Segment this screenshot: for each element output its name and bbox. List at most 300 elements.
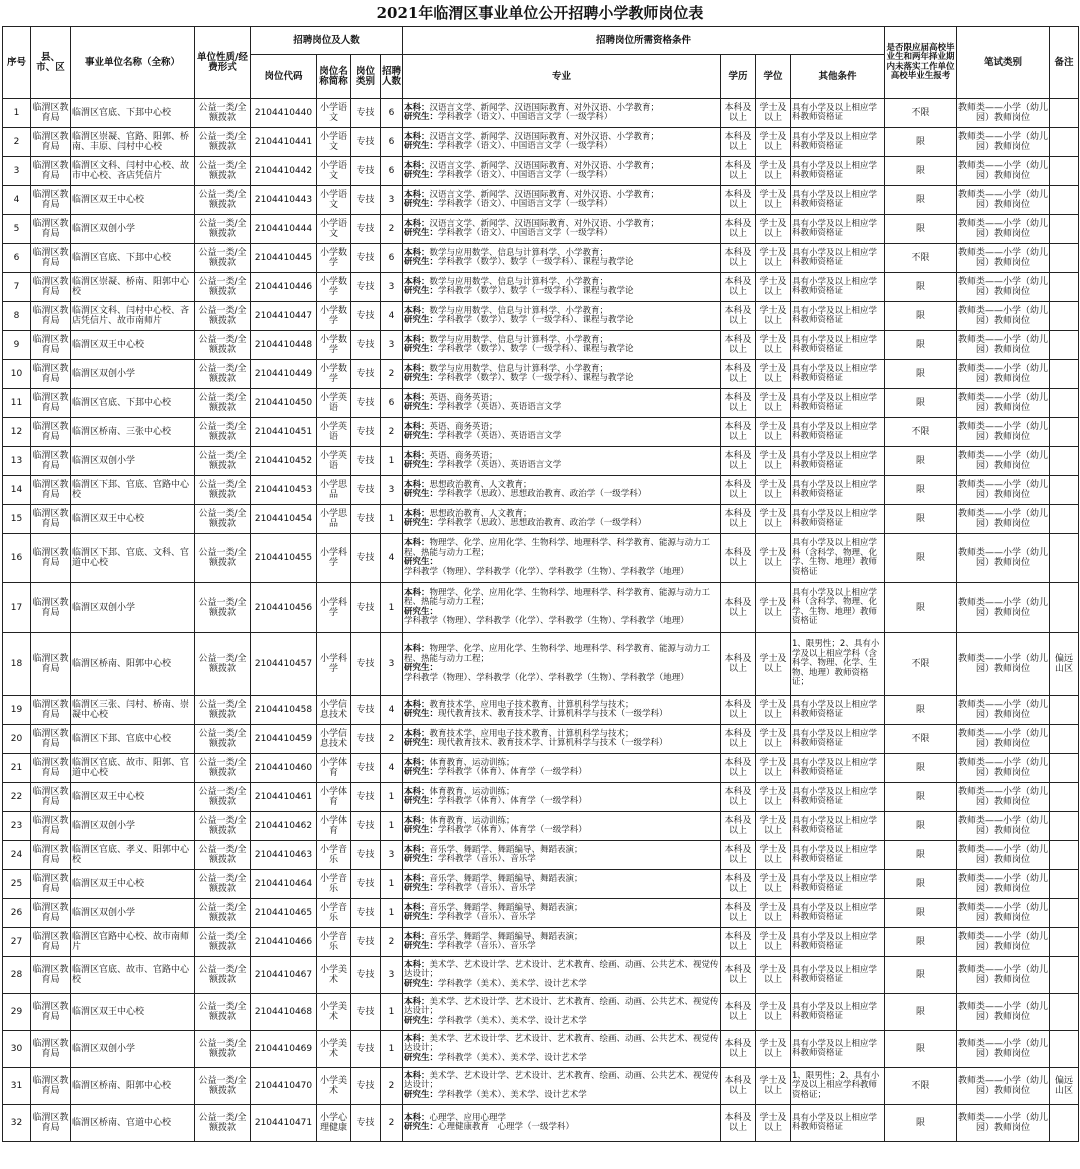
cell-degree: 学士及以上 (756, 1068, 791, 1105)
cell-nature: 公益一类/全额拨款 (195, 583, 251, 633)
graduate-majors: 学科教学（英语）、英语语言文学 (438, 431, 562, 441)
cell-major (403, 128, 721, 157)
cell-category: 专技 (351, 157, 381, 186)
cell-code: 2104410460 (251, 754, 317, 783)
major-graduate (404, 490, 719, 500)
cell-count: 6 (381, 99, 403, 128)
cell-education: 本科及以上 (721, 1031, 756, 1068)
cell-county: 临渭区教育局 (31, 360, 71, 389)
major-graduate (404, 980, 719, 990)
graduate-majors: 学科教学（物理）、学科教学（化学）、学科教学（生物）、学科教学（地理） (404, 566, 689, 577)
cell-county: 临渭区教育局 (31, 928, 71, 957)
cell-major (403, 783, 721, 812)
cell-degree: 学士及以上 (756, 994, 791, 1031)
major-graduate (404, 258, 719, 268)
cell-seq: 2 (3, 128, 31, 157)
undergrad-label: 本科： (404, 363, 430, 374)
graduate-majors: 学科教学（语文）、中国语言文学（一级学科） (438, 112, 613, 122)
cell-graduate-limit: 限 (885, 928, 957, 957)
major-graduate (404, 739, 719, 749)
graduate-majors: 学科教学（数学）、数学（一级学科）、课程与教学论 (438, 257, 634, 267)
major-graduate (404, 287, 719, 297)
cell-position-name: 小学思品 (317, 476, 351, 505)
cell-nature: 公益一类/全额拨款 (195, 215, 251, 244)
cell-count: 6 (381, 244, 403, 273)
table-row (3, 928, 1079, 957)
undergrad-majors: 物理学、化学、应用化学、生物科学、地理科学、科学教育、能源与动力工程、热能与动力工程； (404, 644, 711, 664)
major-graduate (404, 826, 719, 836)
cell-county: 临渭区教育局 (31, 583, 71, 633)
cell-other: 具有小学及以上相应学科教师资格证 (791, 754, 885, 783)
graduate-label: 研究生： (404, 883, 439, 893)
table-body (3, 99, 1079, 1142)
cell-major (403, 505, 721, 534)
cell-other: 具有小学及以上相应学科教师资格证 (791, 841, 885, 870)
table-row (3, 505, 1079, 534)
cell-county: 临渭区教育局 (31, 273, 71, 302)
cell-remark (1050, 128, 1079, 157)
cell-seq: 3 (3, 157, 31, 186)
graduate-majors: 学科教学（思政）、思想政治教育、政治学（一级学科） (438, 518, 647, 528)
graduate-label: 研究生： (404, 825, 439, 835)
cell-education: 本科及以上 (721, 928, 756, 957)
cell-remark (1050, 994, 1079, 1031)
cell-graduate-limit: 限 (885, 215, 957, 244)
cell-education: 本科及以上 (721, 725, 756, 754)
cell-exam-type: 教师类——小学（幼儿园）教师岗位 (957, 273, 1050, 302)
undergrad-label: 本科： (404, 538, 430, 548)
cell-county: 临渭区教育局 (31, 899, 71, 928)
cell-position-name: 小学英语 (317, 389, 351, 418)
cell-county: 临渭区教育局 (31, 476, 71, 505)
cell-code: 2104410463 (251, 841, 317, 870)
cell-degree: 学士及以上 (756, 899, 791, 928)
cell-county: 临渭区教育局 (31, 505, 71, 534)
cell-position-name: 小学语文 (317, 99, 351, 128)
graduate-majors: 学科教学（体育）、体育学（一级学科） (438, 767, 587, 777)
cell-unit: 临渭区官路中心校、故市南师片 (71, 928, 195, 957)
cell-nature: 公益一类/全额拨款 (195, 447, 251, 476)
undergrad-majors: 数学与应用数学、信息与计算科学、小学教育； (429, 334, 609, 345)
graduate-majors: 学科教学（英语）、英语语言文学 (438, 402, 562, 412)
cell-exam-type: 教师类——小学（幼儿园）教师岗位 (957, 754, 1050, 783)
cell-nature: 公益一类/全额拨款 (195, 302, 251, 331)
header-education: 学历 (721, 55, 756, 99)
cell-code: 2104410444 (251, 215, 317, 244)
major-graduate (404, 608, 719, 627)
cell-unit: 临渭区双创小学 (71, 1031, 195, 1068)
undergrad-majors: 美术学、艺术设计学、艺术设计、艺术教育、绘画、动画、公共艺术、视觉传达设计； (404, 1070, 719, 1091)
cell-other: 1、限男性；2、具有小学及以上相应学科教师资格证； (791, 1068, 885, 1105)
undergrad-label: 本科： (404, 160, 430, 171)
undergrad-majors: 美术学、艺术设计学、艺术设计、艺术教育、绘画、动画、公共艺术、视觉传达设计； (404, 996, 719, 1017)
cell-nature: 公益一类/全额拨款 (195, 389, 251, 418)
header-unit: 事业单位名称（全称） (71, 27, 195, 99)
graduate-majors: 现代教育技术、教育技术学、计算机科学与技术（一级学科） (438, 738, 668, 748)
major-graduate (404, 171, 719, 181)
cell-nature: 公益一类/全额拨款 (195, 1068, 251, 1105)
cell-degree: 学士及以上 (756, 273, 791, 302)
cell-other: 具有小学及以上相应学科教师资格证 (791, 244, 885, 273)
undergrad-label: 本科： (404, 1070, 430, 1081)
major-graduate (404, 942, 719, 952)
graduate-majors: 学科教学（数学）、数学（一级学科）、课程与教学论 (438, 373, 634, 383)
cell-education: 本科及以上 (721, 1068, 756, 1105)
cell-seq: 14 (3, 476, 31, 505)
cell-nature: 公益一类/全额拨款 (195, 476, 251, 505)
graduate-label: 研究生： (404, 199, 439, 209)
cell-nature: 公益一类/全额拨款 (195, 99, 251, 128)
graduate-label: 研究生： (404, 402, 439, 412)
cell-unit: 临渭区双王中心校 (71, 186, 195, 215)
cell-category: 专技 (351, 754, 381, 783)
cell-exam-type: 教师类——小学（幼儿园）教师岗位 (957, 302, 1050, 331)
cell-code: 2104410447 (251, 302, 317, 331)
cell-nature: 公益一类/全额拨款 (195, 1105, 251, 1142)
table-row (3, 583, 1079, 633)
cell-seq: 17 (3, 583, 31, 633)
cell-major (403, 754, 721, 783)
cell-category: 专技 (351, 1031, 381, 1068)
cell-exam-type: 教师类——小学（幼儿园）教师岗位 (957, 783, 1050, 812)
undergrad-majors: 英语、商务英语； (429, 392, 498, 403)
header-county: 县、市、区 (31, 27, 71, 99)
undergrad-majors: 心理学、应用心理学 (429, 1112, 507, 1123)
major-graduate (404, 374, 719, 384)
table-row (3, 186, 1079, 215)
major-graduate (404, 432, 719, 442)
cell-count: 3 (381, 273, 403, 302)
undergrad-label: 本科： (404, 508, 430, 519)
cell-exam-type: 教师类——小学（幼儿园）教师岗位 (957, 157, 1050, 186)
cell-position-name: 小学数学 (317, 244, 351, 273)
cell-county: 临渭区教育局 (31, 534, 71, 583)
cell-degree: 学士及以上 (756, 331, 791, 360)
graduate-majors: 现代教育技术、教育技术学、计算机科学与技术（一级学科） (438, 709, 668, 719)
cell-other: 具有小学及以上相应学科教师资格证 (791, 418, 885, 447)
cell-position-name: 小学科学 (317, 633, 351, 696)
cell-graduate-limit: 限 (885, 331, 957, 360)
cell-county: 临渭区教育局 (31, 994, 71, 1031)
cell-count: 1 (381, 783, 403, 812)
cell-county: 临渭区教育局 (31, 244, 71, 273)
cell-exam-type: 教师类——小学（幼儿园）教师岗位 (957, 215, 1050, 244)
cell-code: 2104410464 (251, 870, 317, 899)
cell-remark (1050, 870, 1079, 899)
cell-category: 专技 (351, 928, 381, 957)
cell-seq: 25 (3, 870, 31, 899)
cell-seq: 1 (3, 99, 31, 128)
cell-major (403, 1068, 721, 1105)
cell-count: 2 (381, 1105, 403, 1142)
cell-category: 专技 (351, 128, 381, 157)
table-row (3, 957, 1079, 994)
cell-exam-type: 教师类——小学（幼儿园）教师岗位 (957, 870, 1050, 899)
cell-count: 3 (381, 633, 403, 696)
cell-degree: 学士及以上 (756, 389, 791, 418)
cell-county: 临渭区教育局 (31, 633, 71, 696)
cell-other: 具有小学及以上相应学科教师资格证 (791, 899, 885, 928)
cell-unit: 临渭区官底、下邽中心校 (71, 99, 195, 128)
graduate-label: 研究生： (404, 663, 439, 673)
cell-major (403, 157, 721, 186)
cell-major (403, 994, 721, 1031)
cell-remark (1050, 725, 1079, 754)
cell-category: 专技 (351, 1105, 381, 1142)
cell-other: 具有小学及以上相应学科教师资格证 (791, 128, 885, 157)
cell-remark (1050, 157, 1079, 186)
cell-seq: 29 (3, 994, 31, 1031)
cell-education: 本科及以上 (721, 841, 756, 870)
cell-major (403, 476, 721, 505)
cell-count: 6 (381, 157, 403, 186)
cell-category: 专技 (351, 870, 381, 899)
major-graduate (404, 113, 719, 123)
cell-count: 2 (381, 725, 403, 754)
cell-nature: 公益一类/全额拨款 (195, 360, 251, 389)
cell-unit: 临渭区官底、故市、官路中心校 (71, 957, 195, 994)
graduate-label: 研究生： (404, 606, 439, 617)
undergrad-label: 本科： (404, 996, 430, 1007)
cell-education: 本科及以上 (721, 476, 756, 505)
cell-education: 本科及以上 (721, 99, 756, 128)
cell-unit: 临渭区双创小学 (71, 812, 195, 841)
table-row (3, 273, 1079, 302)
cell-count: 1 (381, 994, 403, 1031)
cell-category: 专技 (351, 696, 381, 725)
cell-degree: 学士及以上 (756, 696, 791, 725)
cell-nature: 公益一类/全额拨款 (195, 783, 251, 812)
graduate-label: 研究生： (404, 1015, 439, 1026)
cell-exam-type: 教师类——小学（幼儿园）教师岗位 (957, 696, 1050, 725)
cell-seq: 4 (3, 186, 31, 215)
table-row (3, 783, 1079, 812)
cell-code: 2104410441 (251, 128, 317, 157)
cell-major (403, 389, 721, 418)
table-row (3, 476, 1079, 505)
table-row (3, 754, 1079, 783)
cell-nature: 公益一类/全额拨款 (195, 244, 251, 273)
cell-exam-type: 教师类——小学（幼儿园）教师岗位 (957, 99, 1050, 128)
major-graduate (404, 768, 719, 778)
cell-code: 2104410457 (251, 633, 317, 696)
cell-education: 本科及以上 (721, 957, 756, 994)
cell-exam-type: 教师类——小学（幼儿园）教师岗位 (957, 994, 1050, 1031)
cell-graduate-limit: 限 (885, 476, 957, 505)
cell-major (403, 633, 721, 696)
cell-unit: 临渭区双创小学 (71, 360, 195, 389)
cell-nature: 公益一类/全额拨款 (195, 957, 251, 994)
cell-nature: 公益一类/全额拨款 (195, 725, 251, 754)
undergrad-majors: 数学与应用数学、信息与计算科学、小学教育； (429, 276, 609, 287)
cell-code: 2104410450 (251, 389, 317, 418)
cell-education: 本科及以上 (721, 754, 756, 783)
cell-remark (1050, 215, 1079, 244)
cell-education: 本科及以上 (721, 128, 756, 157)
cell-degree: 学士及以上 (756, 633, 791, 696)
cell-code: 2104410446 (251, 273, 317, 302)
cell-other: 具有小学及以上相应学科教师资格证 (791, 928, 885, 957)
cell-education: 本科及以上 (721, 812, 756, 841)
cell-exam-type: 教师类——小学（幼儿园）教师岗位 (957, 928, 1050, 957)
cell-graduate-limit: 限 (885, 302, 957, 331)
undergrad-majors: 英语、商务英语； (429, 421, 498, 432)
cell-position-name: 小学音乐 (317, 870, 351, 899)
cell-graduate-limit: 限 (885, 870, 957, 899)
cell-graduate-limit: 限 (885, 157, 957, 186)
undergrad-label: 本科： (404, 757, 430, 768)
undergrad-majors: 美术学、艺术设计学、艺术设计、艺术教育、绘画、动画、公共艺术、视觉传达设计； (404, 1033, 719, 1054)
cell-unit: 临渭区三张、闫村、桥南、崇凝中心校 (71, 696, 195, 725)
cell-seq: 16 (3, 534, 31, 583)
cell-code: 2104410461 (251, 783, 317, 812)
graduate-label: 研究生： (404, 228, 439, 238)
header-exam-type: 笔试类别 (957, 27, 1050, 99)
cell-degree: 学士及以上 (756, 215, 791, 244)
graduate-label: 研究生： (404, 796, 439, 806)
cell-graduate-limit: 不限 (885, 725, 957, 754)
cell-graduate-limit: 不限 (885, 1068, 957, 1105)
cell-unit: 临渭区双创小学 (71, 215, 195, 244)
cell-graduate-limit: 限 (885, 957, 957, 994)
cell-graduate-limit: 限 (885, 447, 957, 476)
cell-remark (1050, 331, 1079, 360)
cell-degree: 学士及以上 (756, 812, 791, 841)
cell-major (403, 302, 721, 331)
cell-education: 本科及以上 (721, 418, 756, 447)
cell-county: 临渭区教育局 (31, 389, 71, 418)
graduate-label: 研究生： (404, 912, 439, 922)
cell-position-name: 小学语文 (317, 215, 351, 244)
cell-graduate-limit: 限 (885, 1031, 957, 1068)
cell-unit: 临渭区双创小学 (71, 899, 195, 928)
cell-county: 临渭区教育局 (31, 99, 71, 128)
header-seq: 序号 (3, 27, 31, 99)
graduate-label: 研究生： (404, 854, 439, 864)
cell-remark (1050, 418, 1079, 447)
cell-category: 专技 (351, 244, 381, 273)
major-graduate (404, 345, 719, 355)
cell-count: 2 (381, 928, 403, 957)
graduate-majors: 心理健康教育 心理学（一级学科） (438, 1122, 575, 1132)
cell-unit: 临渭区双王中心校 (71, 783, 195, 812)
cell-major (403, 841, 721, 870)
cell-education: 本科及以上 (721, 994, 756, 1031)
cell-degree: 学士及以上 (756, 1105, 791, 1142)
undergrad-majors: 汉语言文学、新闻学、汉语国际教育、对外汉语、小学教育； (429, 218, 660, 229)
major-graduate (404, 797, 719, 807)
cell-category: 专技 (351, 447, 381, 476)
cell-remark (1050, 754, 1079, 783)
cell-graduate-limit: 限 (885, 534, 957, 583)
cell-education: 本科及以上 (721, 157, 756, 186)
cell-other: 具有小学及以上相应学科教师资格证 (791, 505, 885, 534)
cell-other: 具有小学及以上相应学科教师资格证 (791, 870, 885, 899)
cell-education: 本科及以上 (721, 505, 756, 534)
major-graduate (404, 884, 719, 894)
cell-seq: 23 (3, 812, 31, 841)
cell-category: 专技 (351, 583, 381, 633)
cell-count: 4 (381, 754, 403, 783)
table-row (3, 870, 1079, 899)
cell-education: 本科及以上 (721, 302, 756, 331)
graduate-label: 研究生： (404, 978, 439, 989)
graduate-majors: 学科教学（音乐）、音乐学 (438, 854, 536, 864)
major-graduate (404, 403, 719, 413)
cell-category: 专技 (351, 633, 381, 696)
cell-other: 具有小学及以上相应学科教师资格证 (791, 476, 885, 505)
undergrad-majors: 教育技术学、应用电子技术教育、计算机科学与技术； (429, 699, 634, 710)
cell-nature: 公益一类/全额拨款 (195, 812, 251, 841)
cell-county: 临渭区教育局 (31, 812, 71, 841)
cell-remark (1050, 505, 1079, 534)
cell-count: 2 (381, 418, 403, 447)
cell-county: 临渭区教育局 (31, 1031, 71, 1068)
cell-county: 临渭区教育局 (31, 783, 71, 812)
major-undergrad (404, 1035, 719, 1054)
cell-unit: 临渭区双王中心校 (71, 870, 195, 899)
cell-other: 具有小学及以上相应学科教师资格证 (791, 186, 885, 215)
table-row (3, 841, 1079, 870)
graduate-majors: 学科教学（思政）、思想政治教育、政治学（一级学科） (438, 489, 647, 499)
table-row (3, 994, 1079, 1031)
cell-unit: 临渭区桥南、阳郭中心校 (71, 1068, 195, 1105)
cell-exam-type: 教师类——小学（幼儿园）教师岗位 (957, 899, 1050, 928)
cell-position-name: 小学美术 (317, 957, 351, 994)
cell-other: 具有小学及以上相应学科教师资格证 (791, 1105, 885, 1142)
table-row (3, 244, 1079, 273)
cell-remark: 偏远山区 (1050, 1068, 1079, 1105)
cell-position-name: 小学思品 (317, 505, 351, 534)
table-row (3, 633, 1079, 696)
undergrad-majors: 汉语言文学、新闻学、汉语国际教育、对外汉语、小学教育； (429, 189, 660, 200)
cell-education: 本科及以上 (721, 273, 756, 302)
cell-exam-type: 教师类——小学（幼儿园）教师岗位 (957, 418, 1050, 447)
cell-county: 临渭区教育局 (31, 870, 71, 899)
cell-position-name: 小学数学 (317, 360, 351, 389)
cell-nature: 公益一类/全额拨款 (195, 633, 251, 696)
cell-category: 专技 (351, 783, 381, 812)
cell-degree: 学士及以上 (756, 583, 791, 633)
undergrad-label: 本科： (404, 131, 430, 142)
cell-other: 具有小学及以上相应学科教师资格证 (791, 1031, 885, 1068)
header-remark: 备注 (1050, 27, 1079, 99)
cell-exam-type: 教师类——小学（幼儿园）教师岗位 (957, 812, 1050, 841)
graduate-majors: 学科教学（英语）、英语语言文学 (438, 460, 562, 470)
cell-unit: 临渭区下邽、官底、文科、官道中心校 (71, 534, 195, 583)
header-category: 岗位类别 (351, 55, 381, 99)
major-undergrad (404, 645, 719, 664)
graduate-label: 研究生： (404, 257, 439, 267)
cell-major (403, 273, 721, 302)
cell-other: 具有小学及以上相应学科教师资格证 (791, 447, 885, 476)
cell-remark (1050, 841, 1079, 870)
cell-major (403, 1105, 721, 1142)
cell-degree: 学士及以上 (756, 99, 791, 128)
cell-other: 具有小学及以上相应学科教师资格证 (791, 725, 885, 754)
undergrad-label: 本科： (404, 587, 430, 598)
cell-exam-type: 教师类——小学（幼儿园）教师岗位 (957, 360, 1050, 389)
cell-seq: 11 (3, 389, 31, 418)
undergrad-majors: 体育教育、运动训练； (429, 786, 515, 797)
cell-county: 临渭区教育局 (31, 447, 71, 476)
cell-seq: 19 (3, 696, 31, 725)
cell-graduate-limit: 限 (885, 389, 957, 418)
cell-other: 具有小学及以上相应学科教师资格证 (791, 696, 885, 725)
table-row (3, 360, 1079, 389)
cell-code: 2104410443 (251, 186, 317, 215)
cell-unit: 临渭区桥南、阳郭中心校 (71, 633, 195, 696)
